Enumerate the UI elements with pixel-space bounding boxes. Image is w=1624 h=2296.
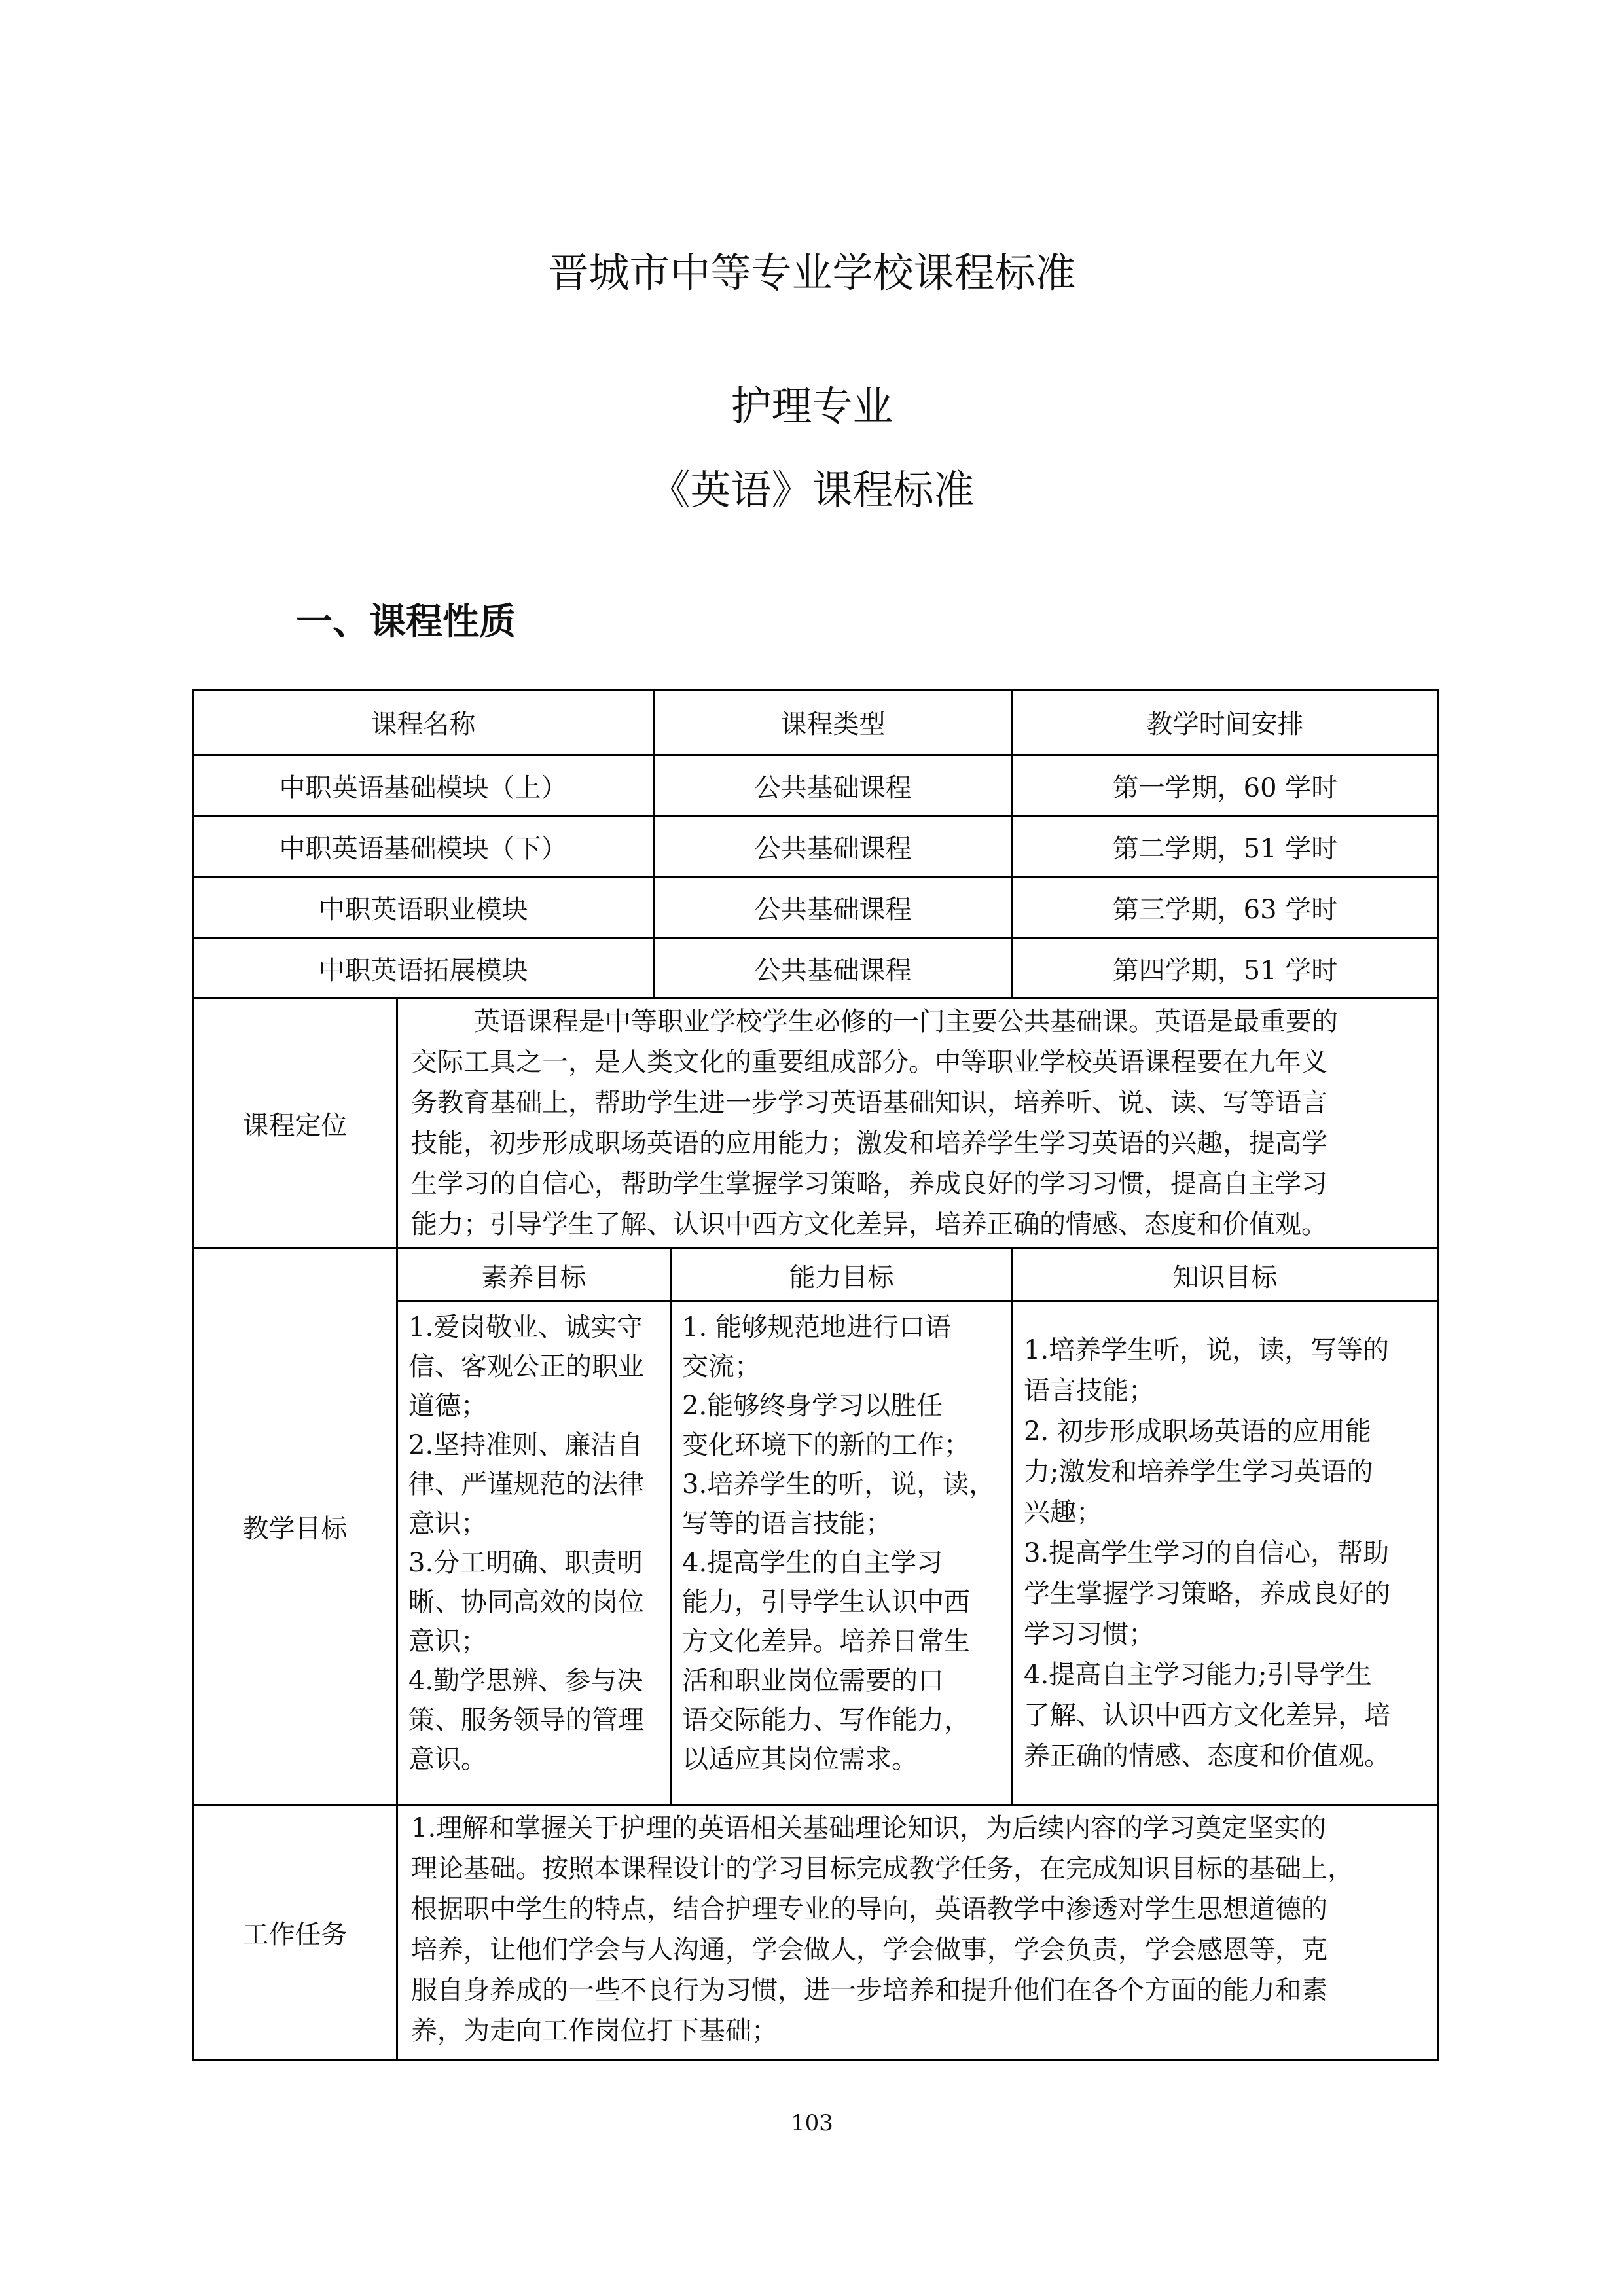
positioning-line: 能力；引导学生了解、认识中西方文化差异，培养正确的情感、态度和价值观。 (411, 1210, 1327, 1240)
quality-line: 1.爱岗敬业、诚实守 (408, 1312, 643, 1342)
table-cell: 中职英语拓展模块 (318, 955, 528, 986)
ability-line: 以适应其岗位需求。 (682, 1744, 918, 1774)
knowledge-line: 养正确的情感、态度和价值观。 (1024, 1741, 1390, 1771)
ability-line: 1. 能够规范地进行口语 (682, 1312, 951, 1342)
ability-line: 4.提高学生的自主学习 (682, 1548, 943, 1578)
quality-line: 晰、协同高效的岗位 (408, 1587, 644, 1617)
objectives-header-quality: 素养目标 (481, 1262, 586, 1293)
ability-line: 变化环境下的新的工作； (682, 1430, 970, 1460)
positioning-line: 英语课程是中等职业学校学生必修的一门主要公共基础课。英语是最重要的 (474, 1007, 1338, 1037)
objectives-label: 教学目标 (242, 1514, 348, 1544)
positioning-line: 务教育基础上，帮助学生进一步学习英语基础知识，培养听、说、读、写等语言 (411, 1088, 1327, 1118)
positioning-label: 课程定位 (242, 1111, 348, 1141)
table-rule (670, 1247, 672, 1806)
knowledge-line: 3.提高学生学习的自信心，帮助 (1024, 1538, 1390, 1568)
page-number: 103 (791, 2110, 833, 2136)
knowledge-line: 力;激发和培养学生学习英语的 (1024, 1457, 1373, 1487)
table-cell: 中职英语基础模块（上） (279, 772, 568, 803)
positioning-line: 技能，初步形成职场英语的应用能力；激发和培养学生学习英语的兴趣，提高学 (411, 1128, 1327, 1158)
ability-line: 方文化差异。培养日常生 (682, 1626, 970, 1657)
table-cell: 中职英语职业模块 (318, 894, 528, 925)
tasks-line: 培养，让他们学会与人沟通，学会做人，学会做事，学会负责，学会感恩等，克 (411, 1935, 1327, 1965)
quality-line: 2.坚持准则、廉洁自 (408, 1430, 643, 1460)
tasks-text (411, 1808, 1427, 2051)
quality-line: 4.勤学思辨、参与决 (408, 1666, 643, 1696)
table-cell: 公共基础课程 (754, 894, 912, 925)
document-title: 晋城市中等专业学校课程标准 (548, 249, 1076, 296)
table-cell: 公共基础课程 (754, 833, 912, 864)
quality-line: 意识； (408, 1509, 487, 1539)
tasks-line: 1.理解和掌握关于护理的英语相关基础理论知识，为后续内容的学习奠定坚实的 (411, 1813, 1327, 1843)
quality-line: 意识。 (408, 1744, 487, 1774)
section-heading: 一、课程性质 (296, 601, 516, 643)
tasks-line: 根据职中学生的特点，结合护理专业的导向，英语教学中渗透对学生思想道德的 (411, 1894, 1327, 1924)
quality-line: 道德； (408, 1391, 487, 1421)
table-cell: 第一学期，60 学时 (1112, 772, 1338, 803)
course-title: 《英语》课程标准 (649, 466, 975, 514)
quality-line: 策、服务领导的管理 (408, 1705, 644, 1735)
knowledge-line: 4.提高自主学习能力;引导学生 (1024, 1660, 1372, 1690)
objectives-header-knowledge: 知识目标 (1172, 1262, 1278, 1293)
knowledge-line: 1.培养学生听，说，读，写等的 (1024, 1335, 1390, 1365)
table-header-cell: 课程名称 (370, 709, 476, 740)
table-cell: 第二学期，51 学时 (1112, 833, 1338, 864)
quality-line: 信、客观公正的职业 (408, 1352, 644, 1382)
table-rule (396, 1300, 1439, 1302)
table-cell: 公共基础课程 (754, 955, 912, 986)
table-cell: 第四学期，51 学时 (1112, 955, 1338, 986)
knowledge-line: 2. 初步形成职场英语的应用能 (1024, 1416, 1371, 1446)
table-cell: 公共基础课程 (754, 772, 912, 803)
knowledge-line: 兴趣； (1024, 1498, 1102, 1528)
ability-line: 3.培养学生的听，说，读， (682, 1469, 996, 1499)
positioning-text (411, 1001, 1427, 1245)
table-header-cell: 课程类型 (780, 709, 886, 740)
positioning-line: 生学习的自信心，帮助学生掌握学习策略，养成良好的学习习惯，提高自主学习 (411, 1169, 1327, 1199)
table-rule (396, 997, 398, 2061)
ability-line: 活和职业岗位需要的口 (682, 1666, 944, 1696)
ability-line: 能力，引导学生认识中西 (682, 1587, 970, 1617)
ability-line: 语交际能力、写作能力， (682, 1705, 970, 1735)
table-header-cell: 教学时间安排 (1146, 709, 1304, 740)
knowledge-objectives-text (1024, 1330, 1430, 1776)
positioning-line: 交际工具之一，是人类文化的重要组成部分。中等职业学校英语课程要在九年义 (411, 1047, 1327, 1077)
tasks-line: 理论基础。按照本课程设计的学习目标完成教学任务，在完成知识目标的基础上， (411, 1854, 1354, 1884)
knowledge-line: 语言技能； (1024, 1376, 1155, 1406)
quality-line: 3.分工明确、职责明 (408, 1548, 643, 1578)
tasks-line: 养，为走向工作岗位打下基础； (411, 2016, 778, 2046)
quality-objectives-text (408, 1308, 667, 1779)
quality-line: 律、严谨规范的法律 (408, 1469, 644, 1499)
ability-line: 2.能够终身学习以胜任 (682, 1391, 943, 1421)
ability-line: 交流； (682, 1352, 761, 1382)
knowledge-line: 学生掌握学习策略，养成良好的 (1024, 1579, 1390, 1609)
table-rule (1011, 1247, 1013, 1806)
ability-line: 写等的语言技能； (682, 1509, 892, 1539)
table-cell: 第三学期，63 学时 (1112, 894, 1338, 925)
tasks-line: 服自身养成的一些不良行为习惯，进一步培养和提升他们在各个方面的能力和素 (411, 1975, 1327, 2005)
ability-objectives-text (682, 1308, 1009, 1779)
major-title: 护理专业 (731, 382, 893, 430)
quality-line: 意识； (408, 1626, 487, 1657)
knowledge-line: 学习习惯； (1024, 1619, 1155, 1649)
table-cell: 中职英语基础模块（下） (279, 833, 568, 864)
objectives-header-ability: 能力目标 (789, 1262, 894, 1293)
knowledge-line: 了解、认识中西方文化差异，培 (1024, 1700, 1390, 1731)
tasks-label: 工作任务 (242, 1920, 348, 1950)
